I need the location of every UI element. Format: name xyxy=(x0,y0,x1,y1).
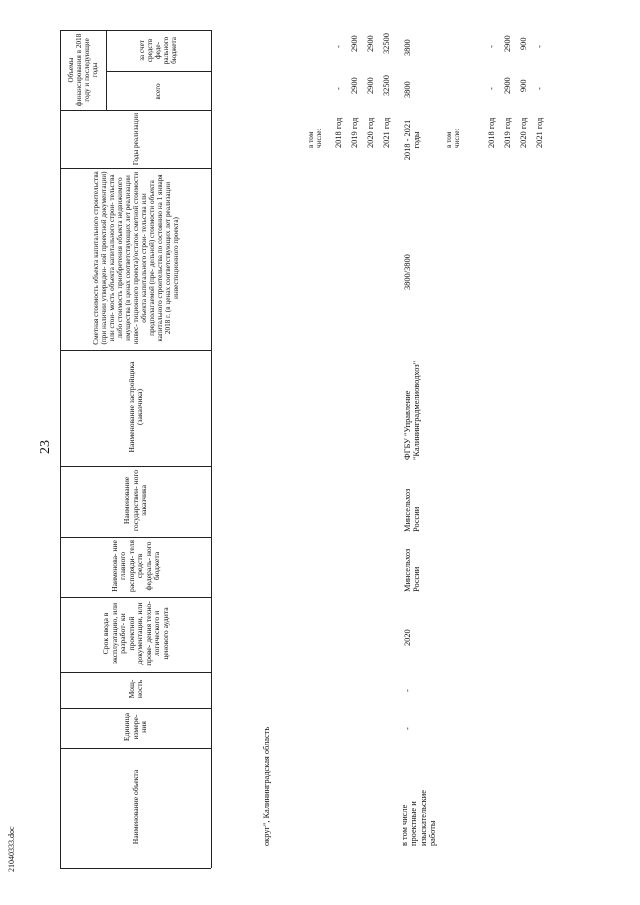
row2-name: в том числе проектные и изыскательские работы xyxy=(400,790,438,846)
financing-subheader-line xyxy=(106,30,107,110)
row2-years-label: в том числе: xyxy=(445,128,462,148)
header-state-customer: Наименование государствен- ного заказчика xyxy=(122,469,149,532)
row2-capacity: - xyxy=(403,689,412,692)
row2-unit: - xyxy=(403,727,412,730)
row2-year: 2020 год xyxy=(519,117,528,148)
row2-sub-federal: 900 xyxy=(519,37,528,50)
header-years: Годы реализации xyxy=(131,112,140,166)
row1-federal-value: 2900 xyxy=(350,35,359,52)
row1-total-value: 32500 xyxy=(382,75,391,96)
row2-sub-federal: - xyxy=(487,45,496,48)
header-total: всего xyxy=(153,83,162,100)
row2-estimated-cost: 3800/3800 xyxy=(403,254,412,290)
header-unit: Единица измере- ния xyxy=(122,712,149,742)
row1-total-value: 2900 xyxy=(350,77,359,94)
col-edge-right xyxy=(60,30,211,31)
header-commissioning: Срок ввода в эксплуатацию, или разработ- ки проектной документации, или прове- дения техно- логического и ценового аудита xyxy=(101,601,170,666)
row1-years-label: в том числе: xyxy=(307,128,324,148)
row2-sub-total: - xyxy=(535,87,544,90)
row2-developer: ФГБУ "Управление "Калининградмелиоводхоз" xyxy=(403,360,422,460)
row2-sub-federal: - xyxy=(535,45,544,48)
table-border-top xyxy=(60,30,61,868)
header-capacity: Мощ- ность xyxy=(126,679,144,699)
header-developer: Наименование застройщика (заказчика) xyxy=(126,361,144,453)
row1-federal-value: - xyxy=(334,45,343,48)
footer-filename: 21040333.doc xyxy=(7,826,16,872)
header-bottom-line xyxy=(211,30,212,868)
header-main-manager: Наименова- ние главного распоряди- теля средств федераль- ного бюджета xyxy=(109,540,161,593)
row1-total-value: 2900 xyxy=(366,77,375,94)
header-object-name: Наименование объекта xyxy=(130,769,140,845)
row2-sub-total: - xyxy=(487,87,496,90)
row2-state-customer: Минсельхоз России xyxy=(403,488,422,532)
continuation-name: округ", Калининградская область xyxy=(262,726,271,846)
col-edge-left xyxy=(60,868,211,869)
row1-year: 2021 год xyxy=(382,117,391,148)
row1-year: 2020 год xyxy=(366,117,375,148)
row1-year: 2018 год xyxy=(334,117,343,148)
page-number: 23 xyxy=(38,440,53,454)
header-financing: Объемы финансирования в 2018 году и последующие годы xyxy=(66,33,100,107)
col-sep-years-financing xyxy=(60,110,211,111)
row2-total: 3800 xyxy=(403,81,412,98)
row1-total-value: - xyxy=(334,87,343,90)
row1-federal-value: 32500 xyxy=(382,33,391,54)
row1-year: 2019 год xyxy=(350,117,359,148)
header-federal: за счет средств феде- рального бюджета xyxy=(137,36,179,65)
row2-year: 2019 год xyxy=(503,117,512,148)
row2-year: 2018 год xyxy=(487,117,496,148)
row2-year: 2021 год xyxy=(535,117,544,148)
row2-sub-total: 900 xyxy=(519,79,528,92)
row2-sub-federal: 2900 xyxy=(503,35,512,52)
row2-main-manager: Минсельхоз России xyxy=(403,548,422,592)
row2-commissioning: 2020 xyxy=(403,629,412,646)
col-sep-total-federal xyxy=(106,71,211,72)
row2-federal: 3800 xyxy=(403,39,412,56)
header-estimated-cost: Сметная стоимость объекта капитального строительства (при наличии утвержден- ной проектной документации) или стои- мость объекта капитального строи- тельства либо стоимость приобретения объекта недвижимого имущества (в ценах соответствующих лет реализации инвес- тиционного проекта)/остаток сметной стоимости объекта капитального строи- тельства или предполагаемой (пре- дельной) стоимости объекта капитального строительства по состоянию на 1 января 2018 г. (в ценах соответствующих лет реализации инвестиционного проекта) xyxy=(91,171,181,345)
row2-years-range: 2018 - 2021 годы xyxy=(403,119,422,161)
row2-sub-total: 2900 xyxy=(503,77,512,94)
row1-federal-value: 2900 xyxy=(366,35,375,52)
